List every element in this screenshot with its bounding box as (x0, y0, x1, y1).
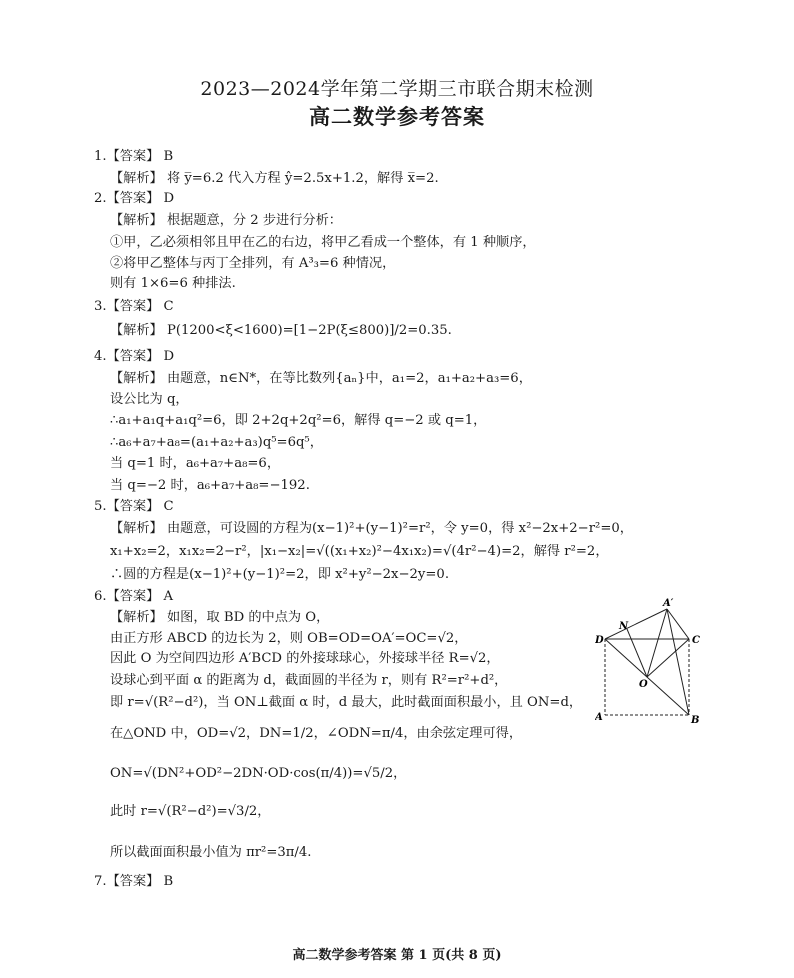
solution-text-line: 则有 1×6=6 种排法. (110, 276, 236, 291)
solution-text-line: 所以截面面积最小值为 πr²=3π/4. (110, 845, 312, 860)
solution-text-line: ①甲，乙必须相邻且甲在乙的右边，将甲乙看成一个整体，有 1 种顺序， (110, 235, 536, 250)
edge-a1o (647, 609, 667, 677)
solution-line: 【解析】 将 y̅=6.2 代入方程 ŷ=2.5x+1.2，解得 x̅=2. (110, 171, 439, 186)
answer-line: 1.【答案】 B (94, 149, 174, 164)
solution-text-line: ②将甲乙整体与丙丁全排列，有 A³₃=6 种情况， (110, 256, 396, 271)
geometry-figure (595, 597, 705, 727)
label-a: A (595, 712, 603, 723)
label-b: B (691, 715, 700, 726)
edge-oc (647, 639, 689, 677)
solution-line: 【解析】 根据题意，分 2 步进行分析： (110, 213, 342, 228)
edge-no (627, 629, 647, 677)
solution-text-line: 即 r=√(R²−d²)，当 ON⊥截面 α 时，d 最大，此时截面面积最小，且 ON=d， (110, 695, 583, 710)
answer-line: 2.【答案】 D (94, 191, 175, 206)
solution-line: 【解析】 由题意，n∈N*，在等比数列{aₙ}中，a₁=2，a₁+a₂+a₃=6， (110, 371, 532, 386)
answer-line: 6.【答案】 A (94, 589, 174, 604)
solution-text-line: 此时 r=√(R²−d²)=√3/2， (110, 804, 271, 819)
solution-text-line: ∴a₁+a₁q+a₁q²=6，即 2+2q+2q²=6，解得 q=−2 或 q=1， (110, 413, 487, 428)
solution-text-line: 当 q=1 时，a₆+a₇+a₈=6， (110, 456, 281, 471)
solution-line: 【解析】 由题意，可设圆的方程为(x−1)²+(y−1)²=r²，令 y=0，得 x²−2x+2−r²=0， (110, 521, 633, 536)
solution-text-line: ∴a₆+a₇+a₈=(a₁+a₂+a₃)q⁵=6q⁵， (110, 435, 323, 450)
label-a1: A′ (663, 598, 674, 609)
page-title: 2023—2024学年第二学期三市联合期末检测 (200, 78, 594, 100)
solution-text-line: ON=√(DN²+OD²−2DN·OD·cos(π/4))=√5/2， (110, 766, 407, 781)
solution-text-line: ∴圆的方程是(x−1)²+(y−1)²=2，即 x²+y²−2x−2y=0. (110, 567, 450, 582)
edge-a1d (605, 609, 667, 639)
solution-text-line: 当 q=−2 时，a₆+a₇+a₈=−192. (110, 478, 310, 493)
edge-a1b (667, 609, 689, 715)
answer-line: 4.【答案】 D (94, 349, 175, 364)
label-n: N (619, 621, 629, 632)
label-o: O (639, 679, 648, 690)
solution-text-line: 设球心到平面 α 的距离为 d，截面圆的半径为 r，则有 R²=r²+d²， (110, 673, 508, 688)
answer-line: 7.【答案】 B (94, 874, 174, 889)
page-subtitle: 高二数学参考答案 (309, 104, 485, 129)
answer-line: 3.【答案】 C (94, 299, 174, 314)
solution-text-line: 因此 O 为空间四边形 A′BCD 的外接球球心，外接球半径 R=√2， (110, 651, 500, 666)
solution-text-line: x₁+x₂=2，x₁x₂=2−r²，|x₁−x₂|=√((x₁+x₂)²−4x₁x₂)=√(4r²−4)=2，解得 r²=2， (110, 544, 609, 559)
label-d: D (595, 635, 604, 646)
solution-line: 【解析】 P(1200<ξ<1600)=[1−2P(ξ≤800)]/2=0.35. (110, 323, 452, 338)
label-c: C (692, 635, 700, 646)
page-footer: 高二数学参考答案 第 1 页(共 8 页) (292, 948, 502, 963)
solution-text-line: 在△OND 中，OD=√2，DN=1/2，∠ODN=π/4，由余弦定理可得， (110, 726, 523, 741)
solution-text-line: 设公比为 q， (110, 392, 189, 407)
solution-text-line: 由正方形 ABCD 的边长为 2，则 OB=OD=OA′=OC=√2， (110, 631, 468, 646)
solution-line: 【解析】 如图，取 BD 的中点为 O， (110, 610, 330, 625)
answer-line: 5.【答案】 C (94, 499, 174, 514)
